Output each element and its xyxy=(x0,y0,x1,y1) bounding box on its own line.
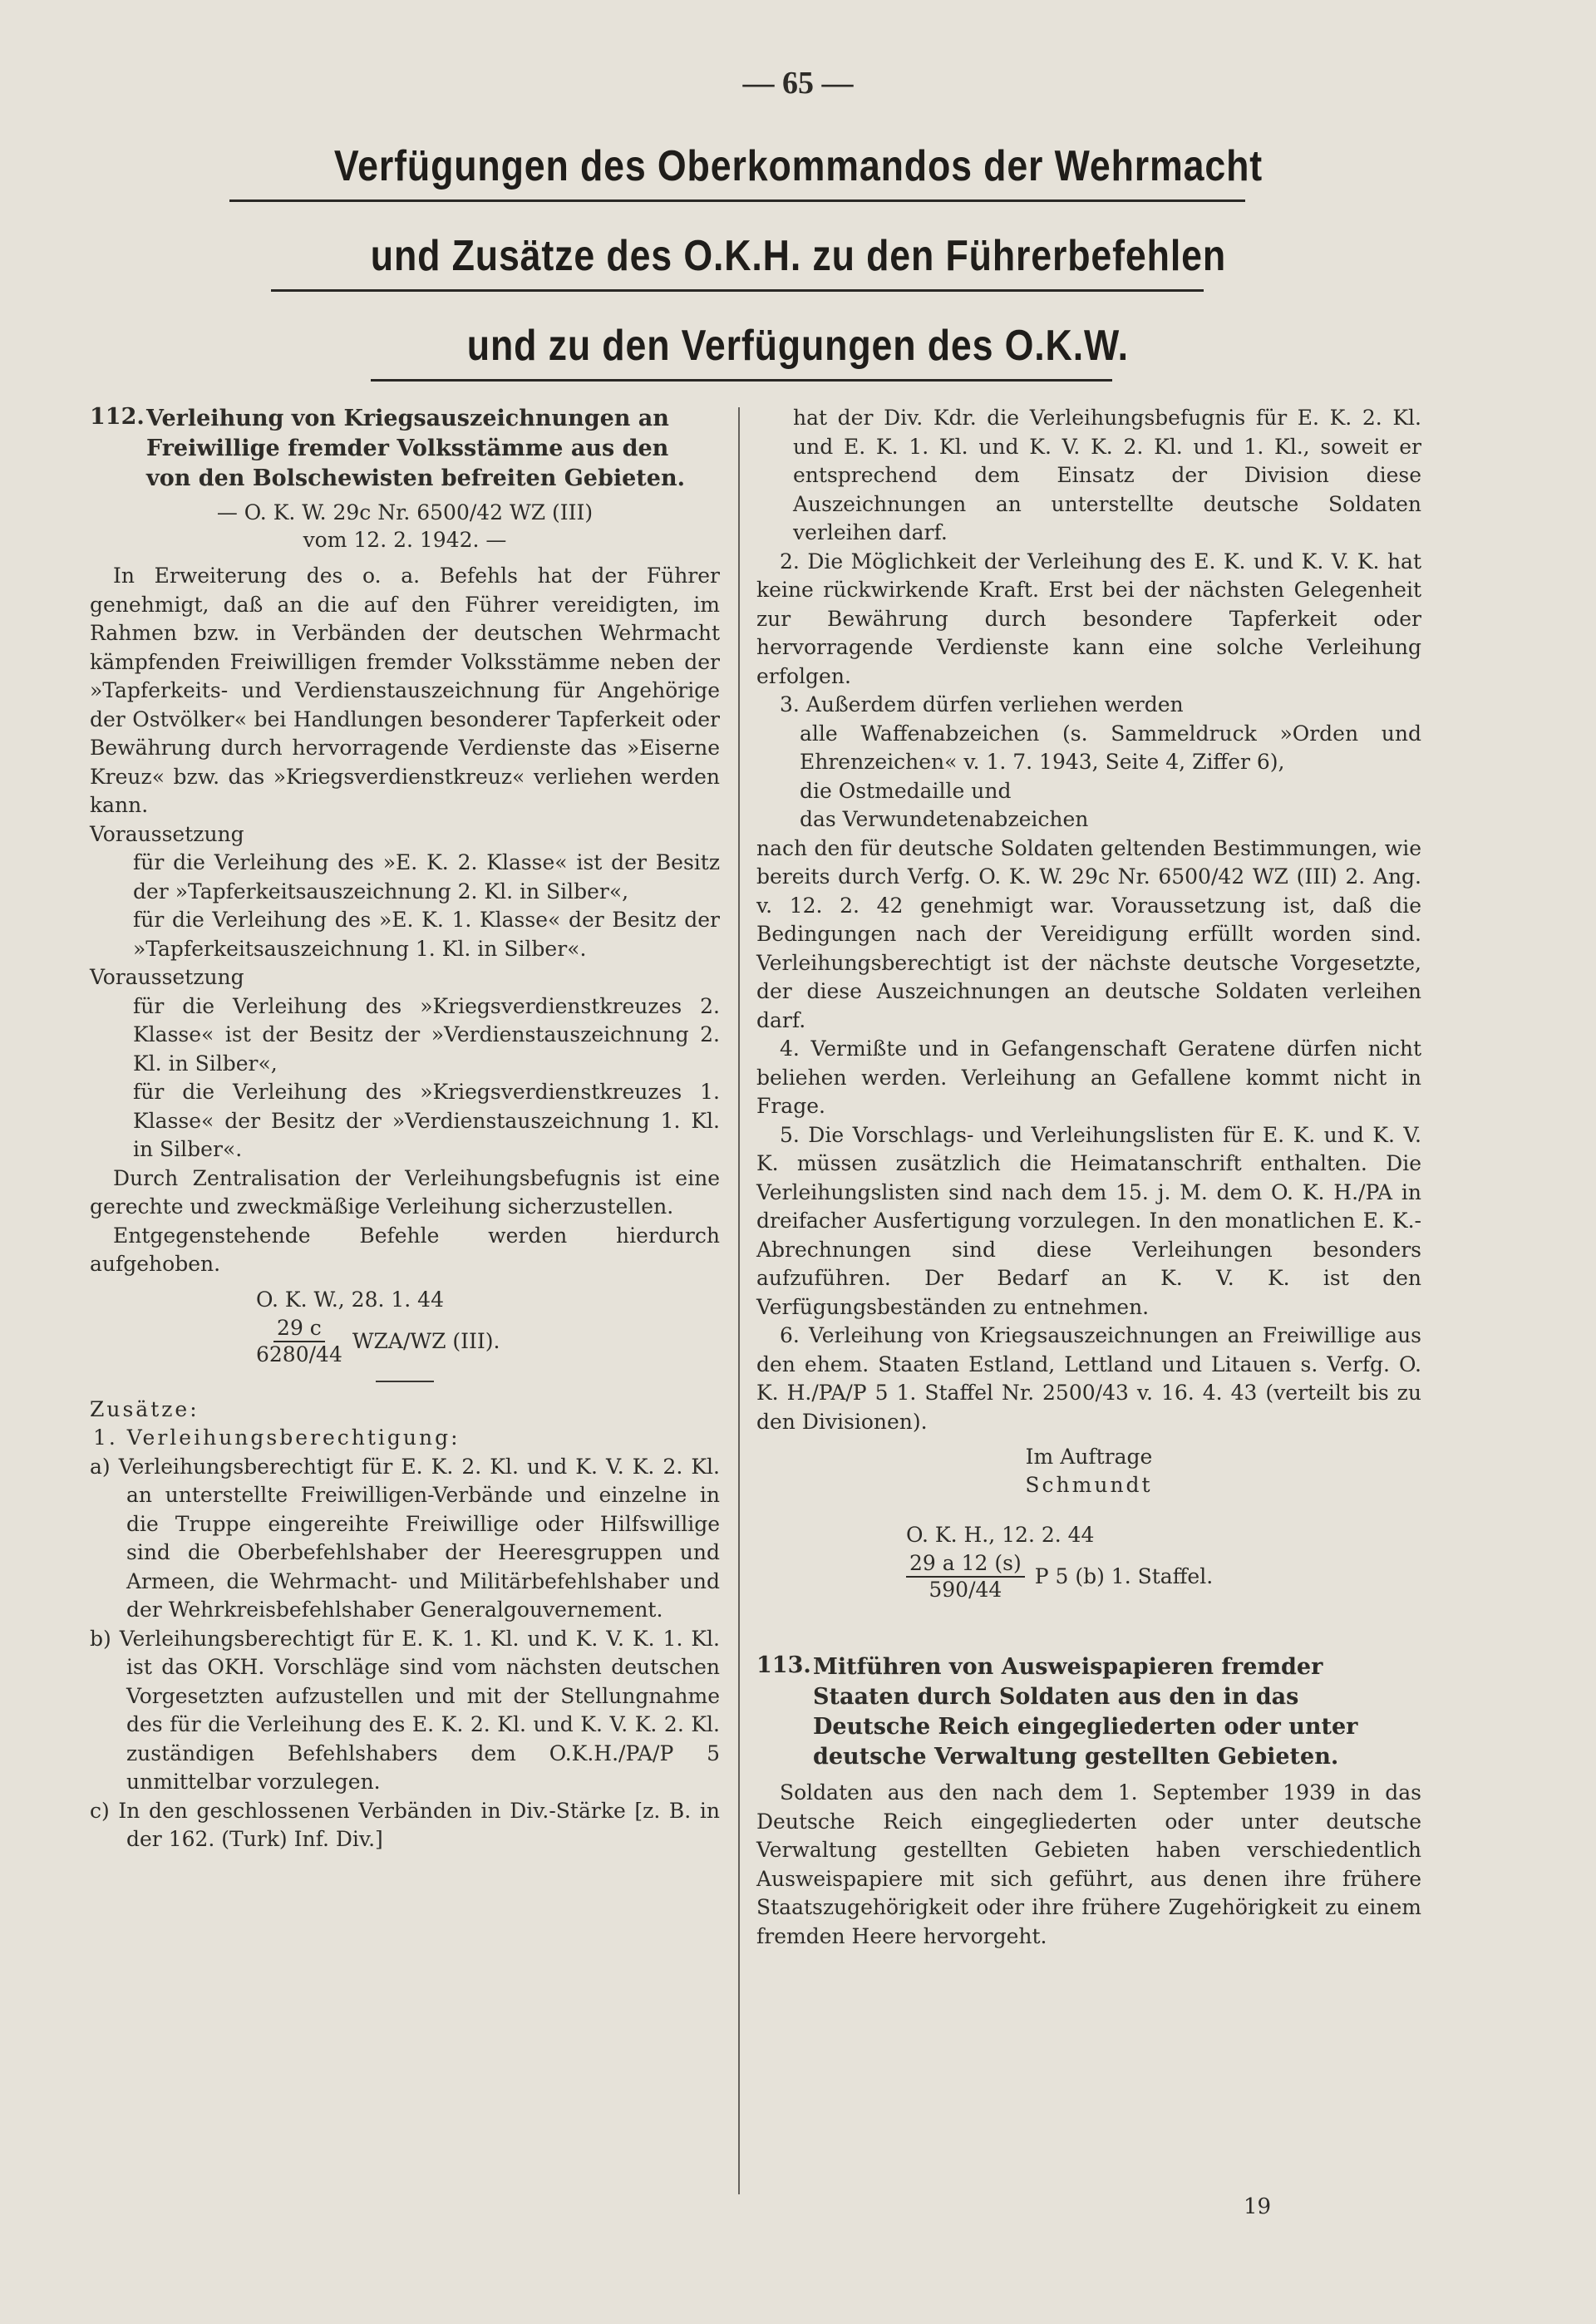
section-113-body: Soldaten aus den nach dem 1. September 1939 in das Deutsche Reich eingegliederten oder unter deutsche Verwaltung gestellten Gebieten haben verschiedentlich Ausweispapiere mit sich geführt, aus denen ihre frühere Staatszugehörigkeit oder ihre frühere Zugehörigkeit zu einem fremden Heere hervorgeht. xyxy=(756,1780,1421,1948)
prerequisite-kvk1: für die Verleihung des »Kriegsverdienstkreuzes 1. Klasse« der Besitz der »Verdienstauszeichnung 1. Kl. in Silber«. xyxy=(133,1080,720,1161)
section-113-heading xyxy=(756,1652,1421,1772)
supplements-heading: Zusätze: xyxy=(90,1396,200,1421)
separator-rule xyxy=(376,1381,434,1382)
supplement-1-title: 1. Verleihungsberechtigung: xyxy=(93,1425,461,1450)
supplement-b: b) Verleihungsberechtigt für E. K. 1. Kl. und K. V. K. 1. Kl. ist das OKH. Vorschläge sind vom nächsten deutschen Vorgesetzten aufzustellen und mit der Stellungnahme des für die Verleihung des E. K. 2. Kl. und K. V. K. 2. Kl. zuständigen Befehlshabers dem O.K.H./PA/P 5 unmittelbar vorzulegen. xyxy=(90,1626,720,1794)
paragraph-4: 4. Vermißte und in Gefangenschaft Geratene dürfen nicht beliehen werden. Verleihung an Gefallene kommt nicht in Frage. xyxy=(756,1036,1421,1118)
paragraph-6: 6. Verleihung von Kriegsauszeichnungen an Freiwillige aus den ehem. Staaten Estland, Lettland und Litauen s. Verfg. O. K. H./PA/P 5 1. Staffel Nr. 2500/43 v. 16. 4. 43 (verteilt bis zu den Divisionen). xyxy=(756,1323,1421,1434)
okh-numerator: 29 a 12 (s) xyxy=(906,1551,1025,1578)
reference-line-2: vom 12. 2. 1942. — xyxy=(303,528,507,552)
section-113-title: Mitführen von Ausweispapieren fremder Staaten durch Soldaten aus den in das Deutsche Reich eingegliederten oder unter deutsche Verwaltung gestellten Gebieten. xyxy=(813,1654,1358,1770)
okw-numerator: 29 c xyxy=(273,1316,325,1342)
paragraph-3-medal: die Ostmedaille und xyxy=(800,778,1012,803)
paragraph-3-badges: alle Waffenabzeichen (s. Sammeldruck »Orden und Ehrenzeichen« v. 1. 7. 1943, Seite 4, Ziffer 6), xyxy=(800,721,1421,774)
prerequisite-kvk2: für die Verleihung des »Kriegsverdienstkreuzes 2. Klasse« ist der Besitz der »Verdienstauszeichnung 2. Kl. in Silber«, xyxy=(133,993,720,1076)
centralisation-paragraph: Durch Zentralisation der Verleihungsbefugnis ist eine gerechte und zweckmäßige Verleihung sicherzustellen. xyxy=(90,1165,720,1219)
title-underline-3 xyxy=(371,379,1112,382)
on-behalf: Im Auftrage xyxy=(1025,1445,1153,1469)
section-112-number: 112. xyxy=(90,404,145,430)
paragraph-2: 2. Die Möglichkeit der Verleihung des E. K. und K. V. K. hat keine rückwirkende Kraft. Erst bei der nächsten Gelegenheit zur Bewährung durch besondere Tapferkeit oder hervorragende Verdienste kann eine solche Verleihung erfolgen. xyxy=(756,549,1421,688)
signatory-name: Schmundt xyxy=(1025,1473,1153,1497)
page-title xyxy=(0,141,1596,411)
prerequisite-heading-2: Voraussetzung xyxy=(90,965,244,989)
prerequisite-ek2: für die Verleihung des »E. K. 2. Klasse« ist der Besitz der »Tapferkeitsauszeichnung 2. Kl. in Silber«, xyxy=(133,850,720,904)
okw-date: O. K. W., 28. 1. 44 xyxy=(256,1287,444,1312)
signature-block xyxy=(756,1443,1421,1499)
okw-suffix: WZA/WZ (III). xyxy=(352,1328,500,1353)
supplement-c-continued: hat der Div. Kdr. die Verleihungsbefugnis für E. K. 2. Kl. und E. K. 1. Kl. und K. V. K. 2. Kl. und 1. Kl., soweit er entsprechend dem Einsatz der Division diese Auszeichnungen an unterstellte deutsche Soldaten verleihen darf. xyxy=(793,406,1421,544)
reference-line-1: — O. K. W. 29c Nr. 6500/42 WZ (III) xyxy=(216,500,594,524)
okh-denominator: 590/44 xyxy=(929,1578,1002,1602)
okh-suffix: P 5 (b) 1. Staffel. xyxy=(1034,1564,1214,1588)
paragraph-3-conditions: nach den für deutsche Soldaten geltenden Bestimmungen, wie bereits durch Verfg. O. K. W. 29c Nr. 6500/42 WZ (III) 2. Ang. v. 12. 2. 42 genehmigt war. Voraussetzung ist, daß die Bedingungen nach der Vereidigung erfüllt worden sind. Verleihungsberechtigt ist der nächste deutsche Vorgesetzte, der diese Auszeichnungen an deutsche Soldaten verleihen darf. xyxy=(756,835,1421,1032)
title-line-2: und Zusätze des O.K.H. zu den Führerbefehlen xyxy=(370,232,1226,280)
repeal-paragraph: Entgegenstehende Befehle werden hierdurch aufgehoben. xyxy=(90,1223,720,1276)
paragraph-3-wound-badge: das Verwundetenabzeichen xyxy=(800,807,1089,831)
column-divider xyxy=(738,407,740,2194)
footer-signature-number: 19 xyxy=(1244,2194,1272,2219)
title-underline-1 xyxy=(229,199,1245,202)
section-112-reference xyxy=(90,499,720,554)
supplement-a: a) Verleihungsberechtigt für E. K. 2. Kl. und K. V. K. 2. Kl. an unterstellte Freiwilligen-Verbände und einzelne in die Truppe eingereihte Freiwillige oder Hilfswillige sind die Oberbefehlshaber der Heeresgruppen und Armeen, die Wehrmacht- und Militärbefehlshaber und der Wehrkreisbefehlshaber Generalgouvernement. xyxy=(90,1454,720,1622)
title-line-3: und zu den Verfügungen des O.K.W. xyxy=(466,322,1130,370)
page-number: — 65 — xyxy=(742,66,854,101)
okw-denominator: 6280/44 xyxy=(256,1342,342,1366)
okw-reference xyxy=(90,1286,720,1367)
supplement-c: c) In den geschlossenen Verbänden in Div.-Stärke [z. B. in der 162. (Turk) Inf. Div.] xyxy=(90,1798,720,1851)
intro-paragraph: In Erweiterung des o. a. Befehls hat der Führer genehmigt, daß an die auf den Führer vereidigten, im Rahmen bzw. in Verbänden der deutschen Wehrmacht kämpfenden Freiwilligen fremder Volksstämme neben der »Tapferkeits- und Verdienstauszeichnung für Angehörige der Ostvölker« bei Handlungen besonderer Tapferkeit oder Bewährung durch hervorragende Verdienste das »Eiserne Kreuz« bzw. das »Kriegsverdienstkreuz« verliehen werden kann. xyxy=(90,564,720,817)
section-112-heading xyxy=(90,404,720,494)
okh-reference xyxy=(756,1521,1421,1603)
right-column xyxy=(756,404,1421,1951)
section-112-title: Verleihung von Kriegsauszeichnungen an Freiwillige fremder Volksstämme aus den von den Bolschewisten befreiten Gebieten. xyxy=(146,406,685,491)
prerequisite-heading-1: Voraussetzung xyxy=(90,821,244,846)
title-line-1: Verfügungen des Oberkommandos der Wehrmacht xyxy=(333,142,1263,190)
section-113-number: 113. xyxy=(756,1652,811,1678)
left-column xyxy=(90,404,720,1854)
title-underline-2 xyxy=(271,289,1204,292)
paragraph-3-intro: 3. Außerdem dürfen verliehen werden xyxy=(780,692,1184,716)
paragraph-5: 5. Die Vorschlags- und Verleihungslisten für E. K. und K. V. K. müssen zusätzlich die Heimatanschrift enthalten. Die Verleihungslisten sind nach dem 15. j. M. dem O. K. H./PA in dreifacher Ausfertigung vorzulegen. In den monatlichen E. K.-Abrechnungen sind diese Verleihungen besonders aufzuführen. Der Bedarf an K. V. K. ist den Verfügungsbeständen zu entnehmen. xyxy=(756,1122,1421,1319)
okh-date: O. K. H., 12. 2. 44 xyxy=(906,1523,1095,1547)
prerequisite-ek1: für die Verleihung des »E. K. 1. Klasse« der Besitz der »Tapferkeitsauszeichnung 1. Kl. in Silber«. xyxy=(133,908,720,961)
okh-file-number xyxy=(906,1551,1213,1603)
okw-file-number xyxy=(256,1316,500,1367)
